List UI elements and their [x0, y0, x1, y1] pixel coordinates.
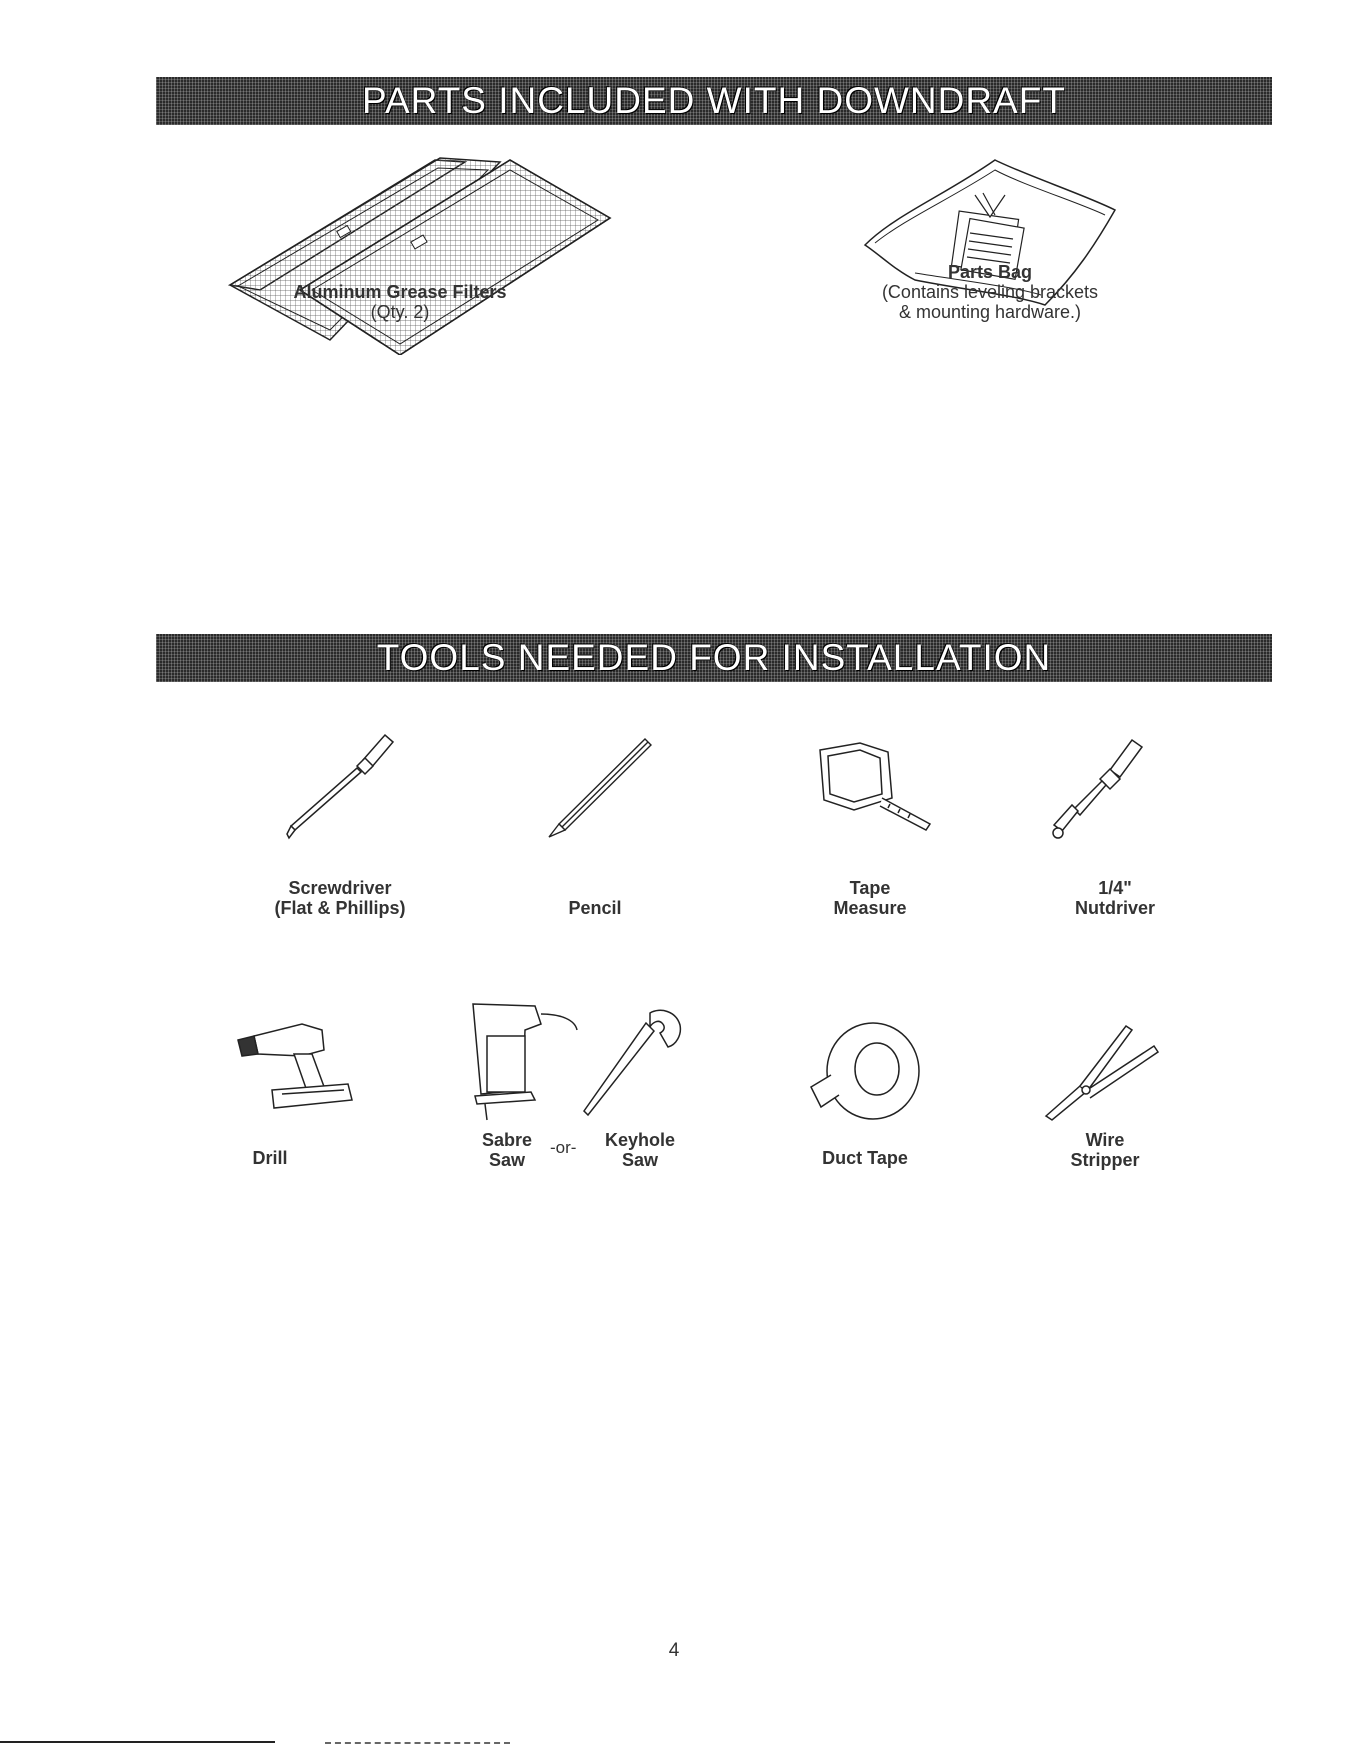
- sabre-saw-caption: [467, 1130, 547, 1170]
- page-number: 4: [668, 1640, 680, 1661]
- tape-measure-sublabel: Measure: [833, 898, 907, 918]
- wire-stripper-caption: [1045, 1130, 1165, 1170]
- sabre-saw-icon: [465, 1000, 580, 1125]
- keyhole-saw-icon: [580, 1005, 685, 1120]
- tools-section-banner: [156, 634, 1272, 682]
- parts-section-title: PARTS INCLUDED WITH DOWNDRAFT: [362, 80, 1066, 121]
- duct-tape-icon: [805, 1015, 925, 1125]
- screwdriver-sublabel: (Flat & Phillips): [274, 898, 406, 918]
- nutdriver-caption: [1040, 878, 1190, 918]
- sabre-saw-label: Sabre: [481, 1130, 533, 1150]
- footer-rule: [0, 1741, 275, 1743]
- footer-dashed-rule: [325, 1742, 510, 1744]
- or-separator: -or-: [550, 1138, 577, 1157]
- sabre-saw-sublabel: Saw: [488, 1150, 526, 1170]
- nutdriver-icon: [1050, 735, 1145, 850]
- screwdriver-label: Screwdriver: [288, 878, 392, 898]
- parts-bag-detail-2: & mounting hardware.): [898, 302, 1082, 322]
- pencil-label: Pencil: [568, 898, 622, 918]
- parts-section-banner: [156, 77, 1272, 125]
- keyhole-saw-caption: [590, 1130, 690, 1170]
- tape-measure-label: Tape: [849, 878, 891, 898]
- pencil-caption: [525, 898, 665, 918]
- wire-stripper-sublabel: Stripper: [1070, 1150, 1140, 1170]
- grease-filters-caption: [260, 282, 540, 322]
- parts-bag-detail-1: (Contains leveling brackets: [881, 282, 1099, 302]
- tools-section-title: TOOLS NEEDED FOR INSTALLATION: [376, 637, 1052, 678]
- drill-label: Drill: [252, 1148, 288, 1168]
- wire-stripper-icon: [1040, 1020, 1165, 1125]
- parts-bag-caption: [840, 262, 1140, 322]
- tape-measure-caption: [800, 878, 940, 918]
- tape-measure-icon: [810, 738, 935, 838]
- drill-caption: [210, 1148, 330, 1168]
- grease-filters-name: Aluminum Grease Filters: [293, 282, 507, 302]
- nutdriver-sublabel: Nutdriver: [1074, 898, 1155, 918]
- wire-stripper-label: Wire: [1085, 1130, 1125, 1150]
- screwdriver-caption: [240, 878, 440, 918]
- grease-filters-icon: [220, 150, 620, 355]
- nutdriver-label: 1/4": [1098, 878, 1132, 898]
- duct-tape-caption: [800, 1148, 930, 1168]
- duct-tape-label: Duct Tape: [822, 1148, 908, 1168]
- keyhole-saw-sublabel: Saw: [621, 1150, 659, 1170]
- parts-bag-name: Parts Bag: [947, 262, 1033, 282]
- grease-filters-qty: (Qty. 2): [370, 302, 430, 322]
- screwdriver-icon: [285, 730, 395, 840]
- pencil-icon: [545, 735, 655, 840]
- drill-icon: [232, 1010, 362, 1120]
- keyhole-saw-label: Keyhole: [604, 1130, 676, 1150]
